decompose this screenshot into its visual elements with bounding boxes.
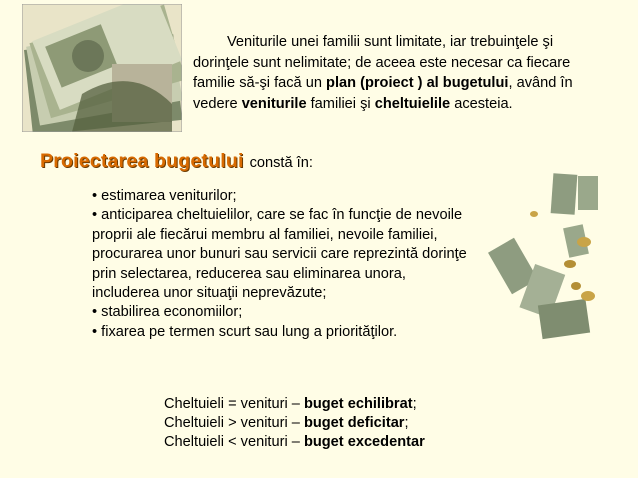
budget-formulas	[164, 395, 425, 452]
intro-line-2: dorinţele sunt nelimitate; de aceea este necesar ca	[193, 54, 523, 71]
section-heading	[40, 150, 313, 173]
intro-line-1: Veniturile unei familii sunt limitate, iar trebuinţele şi	[227, 34, 554, 50]
intro-bold-cheltuielile: cheltuielile	[374, 95, 451, 112]
formula-row: Cheltuieli < venituri – buget excedentar	[164, 434, 425, 450]
formula-bold: buget excedentar	[303, 434, 425, 450]
formula-row: Cheltuieli > venituri – buget deficitar;	[164, 415, 409, 431]
list-item: • stabilirea economiilor;	[92, 304, 243, 321]
intro-bold-plan: plan (proiect ) al bugetului	[326, 75, 509, 91]
list-item: • anticiparea cheltuielilor, care se fac în funcţie de nevoile proprii ale fiecărui membru al familiei, nevoile familiei, procurarea unor bunuri sau servicii care reprezintă dorinţe prin selectarea, reducerea sau eliminarea unora, includerea unor situaţii neprevăzute;	[92, 207, 467, 302]
list-item: • fixarea pe termen scurt sau lung a priorităţilor.	[92, 323, 398, 340]
section-title-rest: constă în:	[249, 155, 313, 171]
formula-bold: buget echilibrat	[303, 396, 413, 412]
intro-bold-venituri: veniturile	[241, 95, 307, 112]
intro-paragraph	[193, 32, 613, 114]
intro-line-4: având în vedere veniturile familiei şi cheltuielile	[193, 75, 573, 112]
section-title: Proiectarea bugetului	[40, 150, 244, 172]
intro-line-5: acesteia.	[454, 95, 513, 112]
intro-line-3: fiecare familie să-şi facă un plan (proiect ) al bugetului,	[193, 54, 571, 91]
money-coins-photo	[478, 172, 604, 344]
bullet-list	[92, 187, 472, 342]
list-item: • estimarea veniturilor;	[92, 188, 237, 204]
formula-row: Cheltuieli = venituri – buget echilibrat;	[164, 396, 417, 412]
money-photo	[22, 4, 182, 132]
formula-bold: buget deficitar	[303, 415, 405, 431]
